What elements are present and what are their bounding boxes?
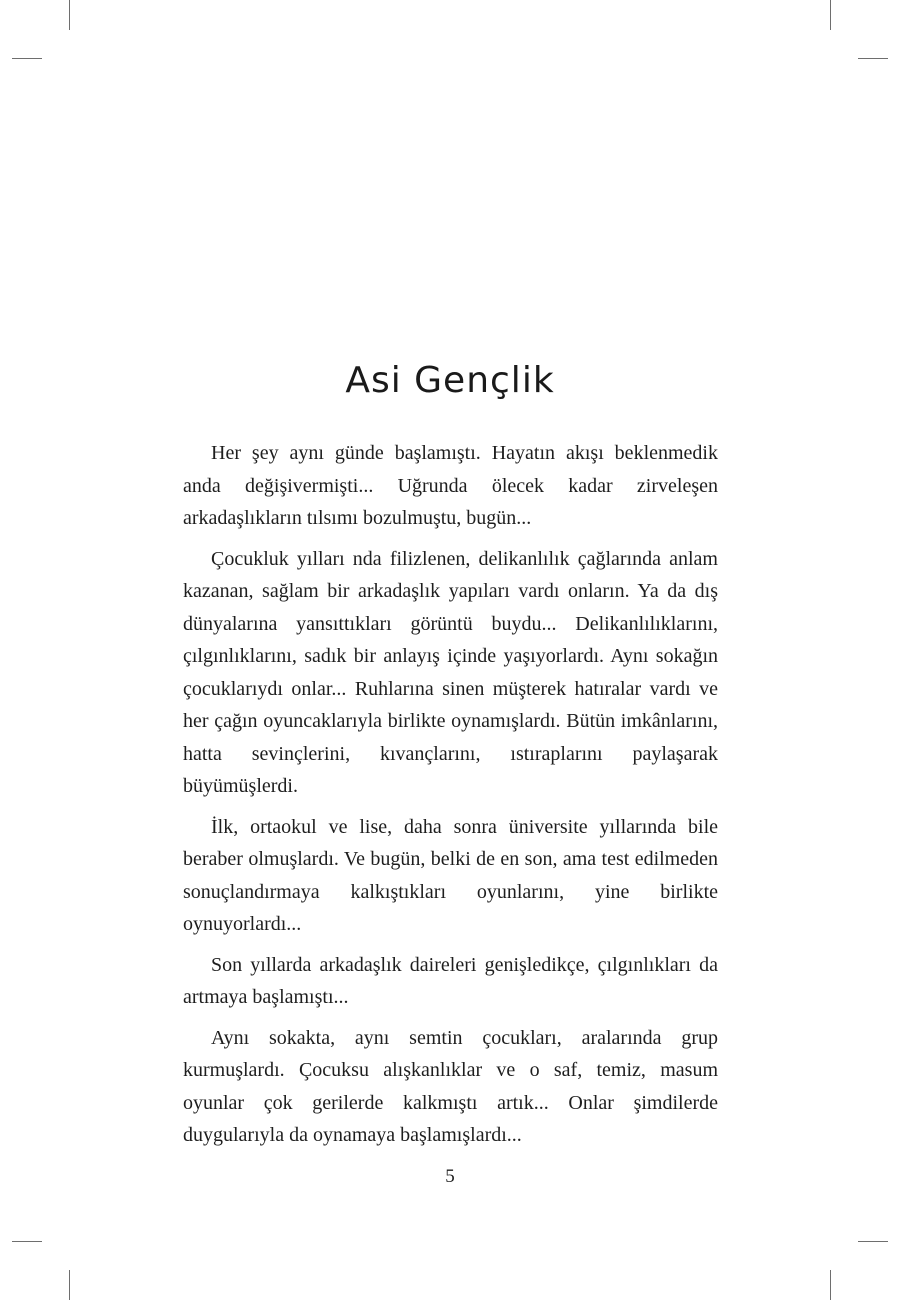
crop-mark-bottom-left-vertical	[69, 1270, 70, 1300]
crop-mark-bottom-right-vertical	[830, 1270, 831, 1300]
page-number: 5	[445, 1166, 455, 1187]
chapter-title: Asi Gençlik	[345, 360, 555, 401]
crop-mark-top-right-vertical	[830, 0, 831, 30]
paragraph: Aynı sokakta, aynı semtin çocukları, aralarında grup kurmuşlardı. Çocuksu alışkanlıklar ve o saf, temiz, masum oyunlar çok gerilerde kalkmıştı artık... Onlar şimdilerde duygularıyla da oynamaya başlamışlardı...	[183, 1026, 718, 1146]
paragraph: Son yıllarda arkadaşlık daireleri genişledikçe, çılgınlıkları da artmaya başlamıştı...	[183, 953, 718, 1008]
crop-mark-top-left-vertical	[69, 0, 70, 30]
crop-mark-bottom-left-horizontal	[12, 1241, 42, 1242]
crop-mark-bottom-right-horizontal	[858, 1241, 888, 1242]
paragraph: İlk, ortaokul ve lise, daha sonra üniversite yıllarında bile beraber olmuşlardı. Ve bugün, belki de en son, ama test edilmeden sonuçlandırmaya kalkıştıkları oyunlarını, yine birlikte oynuyorlardı...	[183, 815, 718, 935]
body-text	[183, 437, 718, 1160]
paragraph: Her şey aynı günde başlamıştı. Hayatın akışı beklenmedik anda değişivermişti... Uğrunda ölecek kadar zirveleşen arkadaşlıkların tılsımı bozulmuştu, bugün...	[183, 442, 718, 529]
crop-mark-top-left-horizontal	[12, 58, 42, 59]
crop-mark-top-right-horizontal	[858, 58, 888, 59]
paragraph: Çocukluk yılları nda filizlenen, delikanlılık çağlarında anlam kazanan, sağlam bir arkadaşlık yapıları vardı onların. Ya da dış dünyalarına yansıttıkları görüntü buydu... Delikanlılıklarını, çılgınlıklarını, sadık bir anlayış içinde yaşıyorlardı. Aynı sokağın çocuklarıydı onlar... Ruhlarına sinen müşterek hatıralar vardı ve her çağın oyuncaklarıyla birlikte oynamışlardı. Bütün imkânlarını, hatta sevinçlerini, kıvançlarını, ıstıraplarını paylaşarak büyümüşlerdi.	[183, 547, 718, 797]
